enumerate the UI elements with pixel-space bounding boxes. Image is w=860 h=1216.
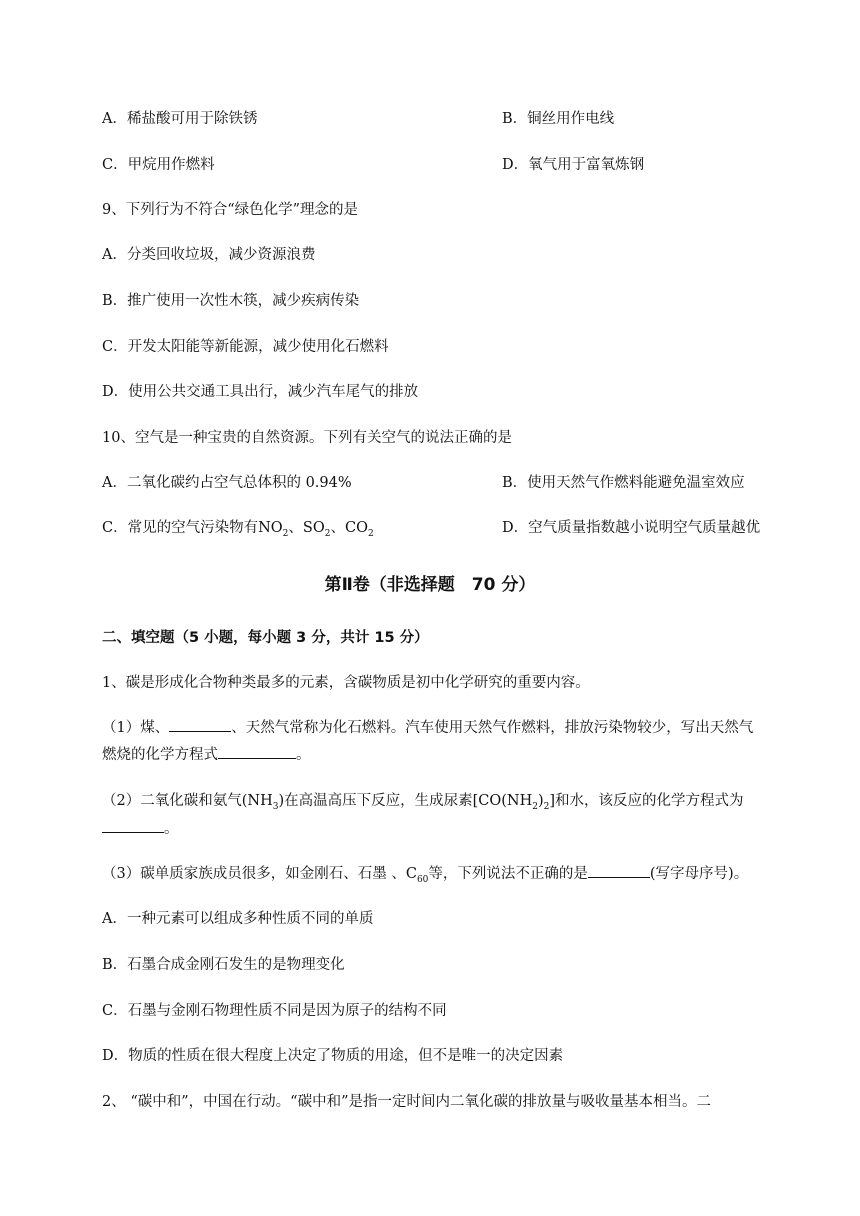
- answer-blank: [169, 717, 231, 732]
- fill1-option-b: B．石墨合成金刚石发生的是物理变化: [102, 957, 345, 973]
- q10-stem: 10、空气是一种宝贵的自然资源。下列有关空气的说法正确的是: [102, 430, 512, 446]
- q9-option-d: D．使用公共交通工具出行，减少汽车尾气的排放: [102, 384, 419, 400]
- q9-stem: 9、下列行为不符合“绿色化学”理念的是: [102, 202, 359, 218]
- fill1-option-a: A．一种元素可以组成多种性质不同的单质: [102, 911, 374, 927]
- section-heading: 二、填空题（5 小题，每小题 3 分，共计 15 分）: [102, 630, 429, 646]
- q8-option-b: B．铜丝用作电线: [502, 111, 615, 127]
- q10-option-b: B．使用天然气作燃料能避免温室效应: [502, 475, 745, 491]
- q8-option-d: D．氧气用于富氧炼钢: [502, 157, 645, 173]
- answer-blank: [102, 818, 164, 833]
- q9-option-a: A．分类回收垃圾，减少资源浪费: [102, 247, 316, 263]
- fill1-stem: 1、碳是形成化合物种类最多的元素，含碳物质是初中化学研究的重要内容。: [102, 675, 590, 691]
- fill1-option-d: D．物质的性质在很大程度上决定了物质的用途，但不是唯一的决定因素: [102, 1048, 564, 1064]
- q10-option-d: D．空气质量指数越小说明空气质量越优: [502, 520, 761, 536]
- fill1-option-c: C．石墨与金刚石物理性质不同是因为原子的结构不同: [102, 1003, 447, 1019]
- fill1-part1-line2: 燃烧的化学方程式 。: [102, 744, 804, 766]
- q9-option-c: C．开发太阳能等新能源，减少使用化石燃料: [102, 339, 389, 355]
- answer-blank: [218, 744, 296, 759]
- fill1-part2-line1: （2）二氧化碳和氨气$(NH_3)$在高温高压下反应，生成尿素$[CO(NH_2)_2]$和水，该反应的化学方程式为: [102, 793, 744, 812]
- q10-row-2: [102, 517, 804, 545]
- q10-option-a: A．二氧化碳约占空气总体积的 0.94%: [102, 475, 352, 491]
- q8-option-a: A．稀盐酸可用于除铁锈: [102, 111, 258, 127]
- q10-option-c: C．常见的空气污染物有$NO_2$、$SO_2$、$CO_2$: [102, 520, 374, 539]
- part2-title: 第Ⅱ卷（非选择题 70 分）: [324, 575, 536, 595]
- q9-option-b: B．推广使用一次性木筷，减少疾病传染: [102, 293, 360, 309]
- q8-row-2: [102, 154, 804, 176]
- fill2-stem: 2、 “碳中和”，中国在行动。“碳中和”是指一定时间内二氧化碳的排放量与吸收量基本相当。二: [102, 1094, 711, 1110]
- fill1-part3: （3）碳单质家族成员很多，如金刚石、石墨 、$C_{60}$等，下列说法不正确的是 (写字母序号)。: [102, 863, 804, 891]
- fill1-part2-line2: 。: [102, 818, 804, 840]
- q10-row-1: [102, 472, 804, 494]
- fill1-part1-line1: （1）煤、 、天然气常称为化石燃料。汽车使用天然气作燃料，排放污染物较少，写出天然气: [102, 717, 804, 739]
- q8-option-c: C．甲烷用作燃料: [102, 157, 215, 173]
- answer-blank: [588, 863, 650, 878]
- q8-row-1: [102, 108, 804, 130]
